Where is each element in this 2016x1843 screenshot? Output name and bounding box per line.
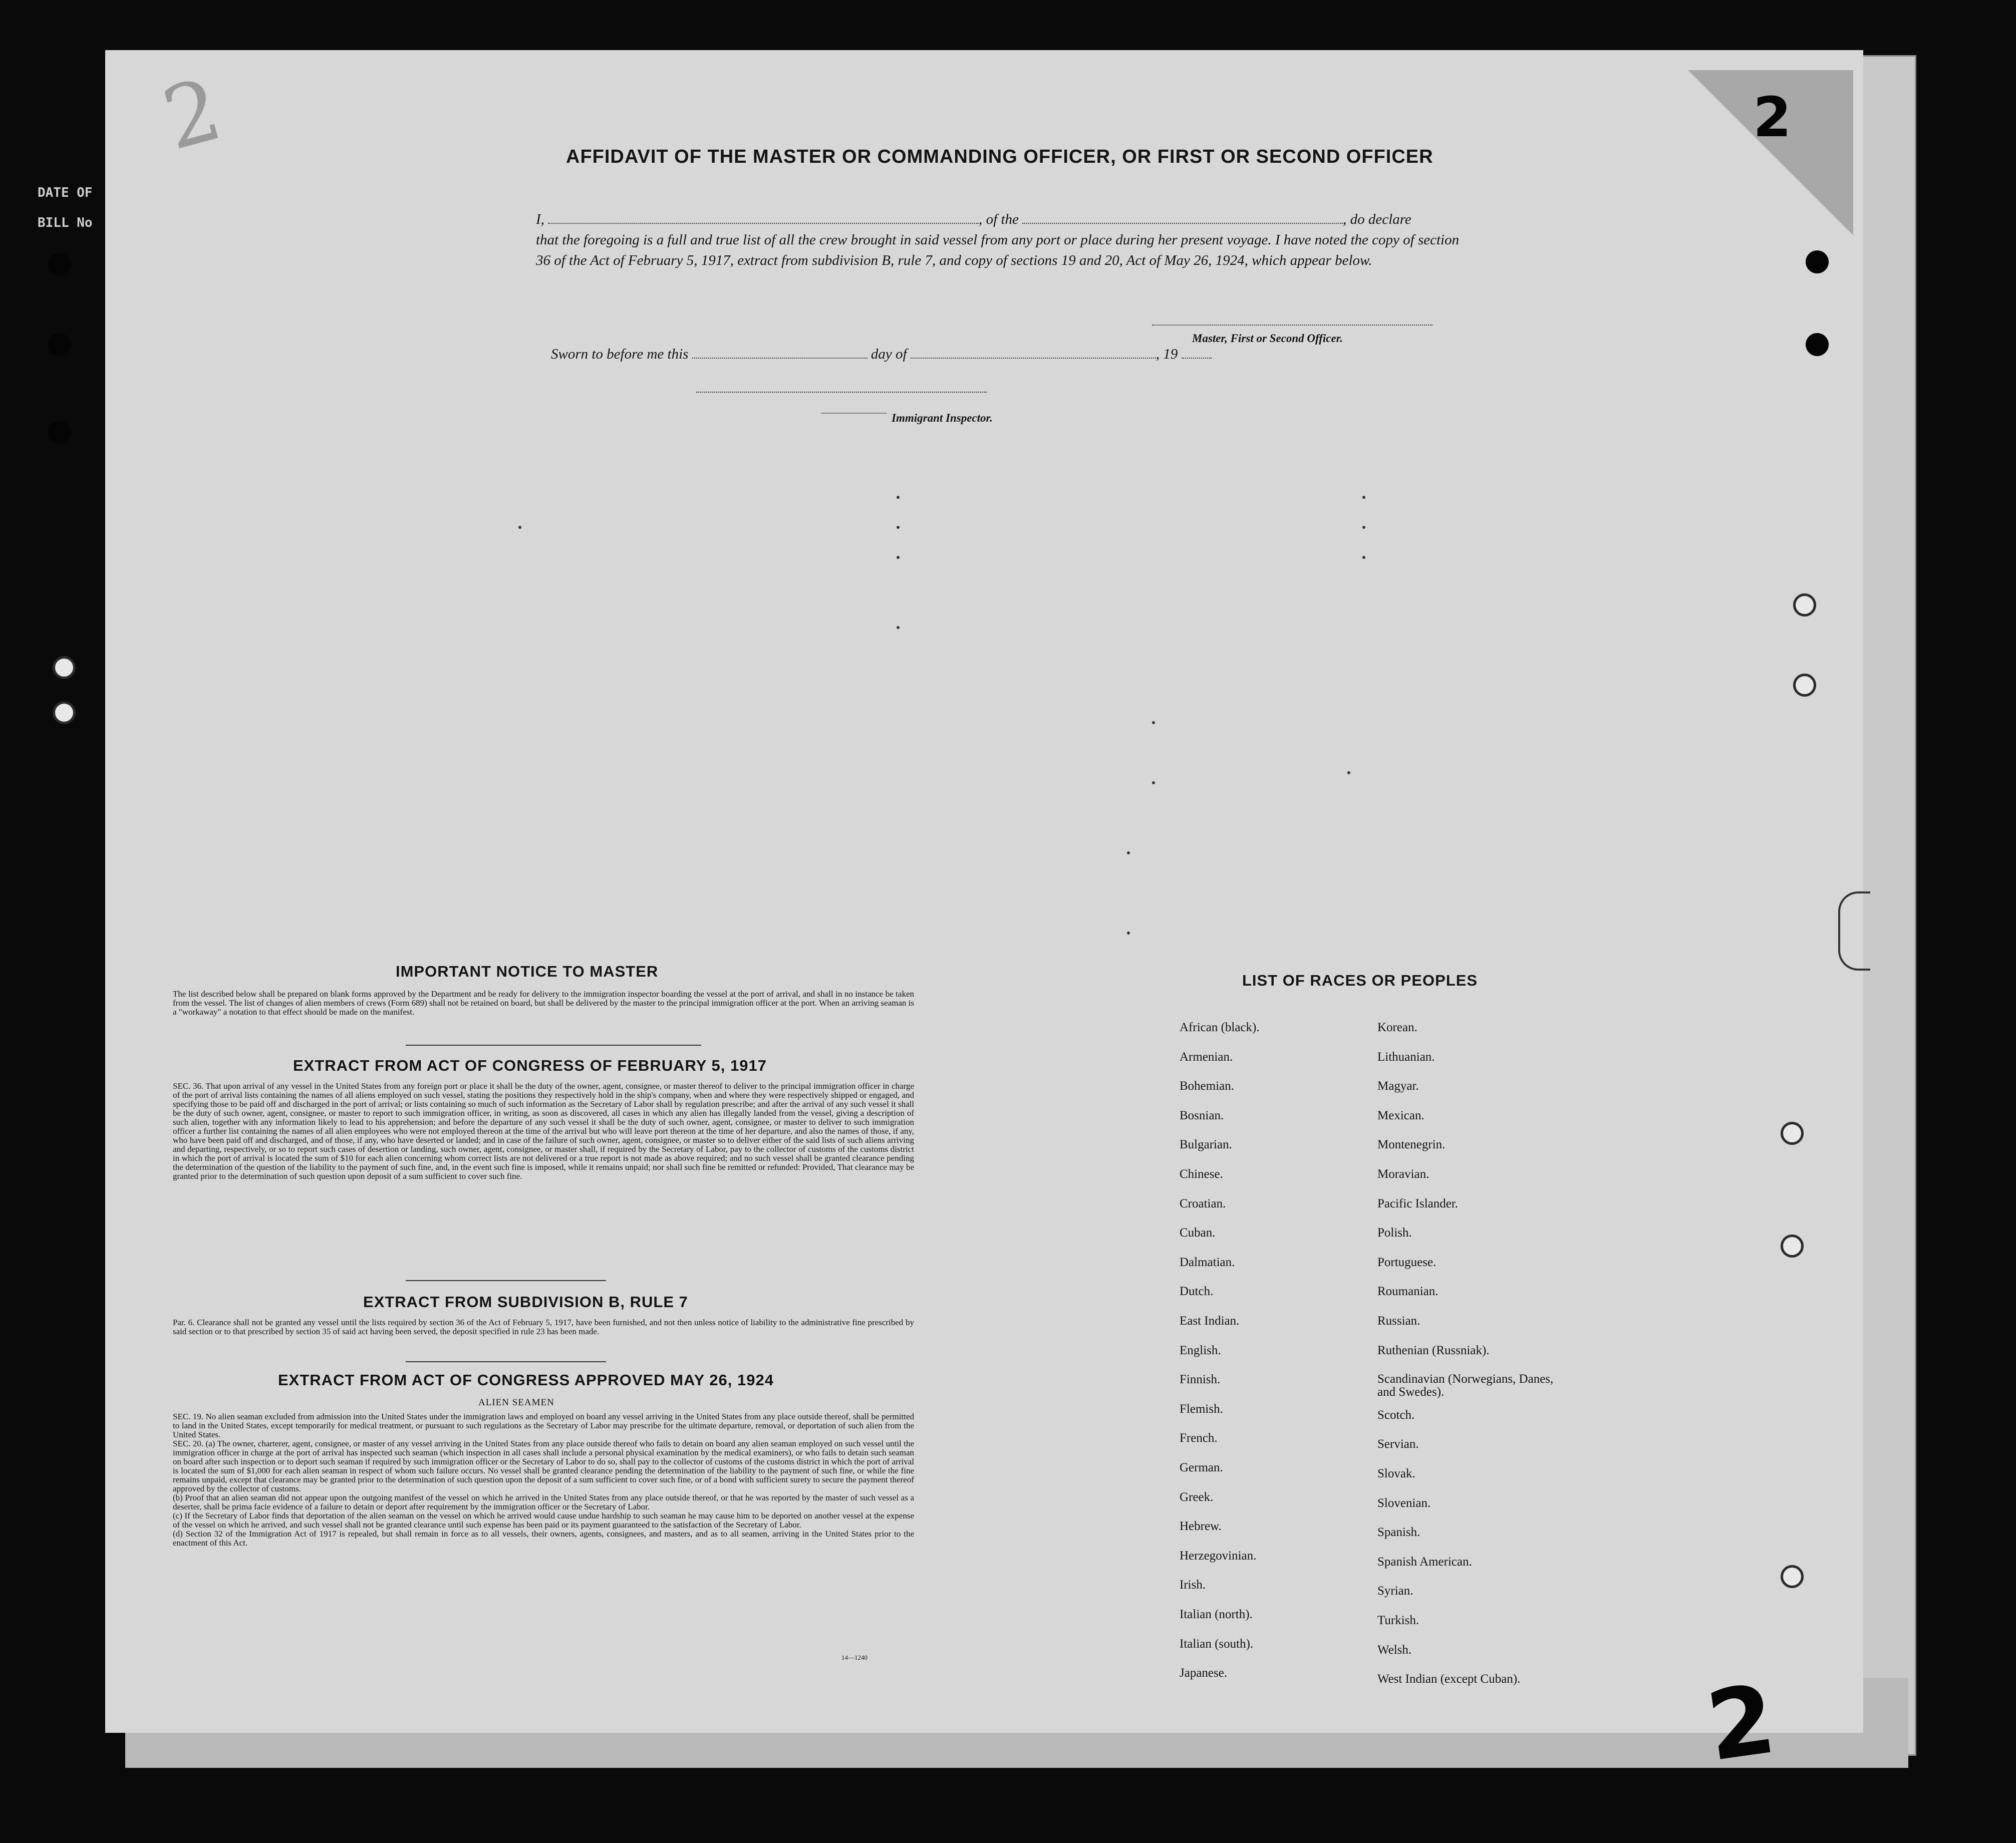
punch-hole <box>48 333 71 356</box>
race-item: Roumanian. <box>1377 1285 1438 1299</box>
bleed-dot <box>1127 851 1130 854</box>
inspector-signature-line <box>696 392 987 393</box>
name-blank <box>548 211 979 224</box>
punch-hole <box>1793 674 1816 697</box>
bleed-dot <box>897 496 900 499</box>
race-item: Bulgarian. <box>1180 1138 1232 1152</box>
form-number: 14—1240 <box>841 1654 868 1661</box>
sworn-prefix: Sworn to before me this <box>551 346 689 362</box>
bleed-dot <box>518 526 521 529</box>
race-item: Moravian. <box>1377 1167 1429 1181</box>
races-heading: LIST OF RACES OR PEOPLES <box>1242 972 1478 989</box>
rule7-text: Par. 6. Clearance shall not be granted any vessel until the lists required by section 36 of the Act of February 5, 1917, have been furnished, and not then unless notice of liability to the administrative fine prescribed by said section or to that prescribed by section 35 of said act having been served, the deposit specified in rule 23 has been made. <box>173 1318 914 1336</box>
bleed-dot <box>1347 771 1350 774</box>
extract-1924-sections <box>173 1412 914 1548</box>
sec-20b-text: (b) Proof that an alien seaman did not appear upon the outgoing manifest of the vessel on which he arrived in the United States from any place outside thereof, or that he was reported by the master of such vessel as a deserter, shall be prima facie evidence of a failure to detain or deport after requirement by the immigration officer or the Secretary of Labor. <box>173 1493 914 1511</box>
declaration-of-the: , of the <box>979 211 1019 227</box>
vessel-blank <box>1022 211 1343 224</box>
punch-hole <box>1781 1235 1804 1258</box>
sec-20c-text: (c) If the Secretary of Labor finds that deportation of the alien seaman on the vessel on which he arrived would cause undue hardship to such seaman he may cause him to be deported on another vessel at the expense of the vessel on which he arrived, and such vessel shall not be granted clearance until such expense has been paid or its payment guaranteed to the satisfaction of the Secretary of Labor. <box>173 1511 914 1529</box>
race-item: Syrian. <box>1377 1584 1413 1598</box>
race-item: Scandinavian (Norwegians, Danes, and Swedes). <box>1377 1372 1554 1399</box>
race-item: Japanese. <box>1180 1666 1228 1680</box>
bleed-dot <box>1362 496 1365 499</box>
affidavit-title: AFFIDAVIT OF THE MASTER OR COMMANDING OFFICER, OR FIRST OR SECOND OFFICER <box>566 146 1433 167</box>
race-item: Flemish. <box>1180 1402 1223 1416</box>
punch-hole <box>1781 1122 1804 1145</box>
race-item: Italian (south). <box>1180 1637 1254 1651</box>
declaration-body: that the foregoing is a full and true list of all the crew brought in said vessel from any port or place during her present voyage. I have noted the copy of section 36 of the Act of February 5, 1917, extract from subdivision B, rule 7, and copy of sections 19 and 20, Act of May 26, 1924, which appear below. <box>536 232 1460 268</box>
sec-20a-text: SEC. 20. (a) The owner, charterer, agent, consignee, or master of any vessel arriving in the United States from any place outside thereof who fails to detain on board any alien seaman employed on such vessel until the immigration officer in charge at the port of arrival has inspected such seaman (which inspection in all cases shall include a personal physical examination by the medical examiners), or who fails to detain such seaman on board after such inspection or to deport such seaman if required by such immigration officer or the Secretary of Labor to do so, shall pay to the collector of customs of the customs district in which the port of arrival is located the sum of $1,000 for each alien seaman in respect of whom such failure occurs. No vessel shall be granted clearance pending the determination of the liability to the payment of such fine, or while the fine remains unpaid, except that clearance may be granted prior to the determination of such question upon the deposit of a sum sufficient to cover such fine, or of a bond with sufficient surety to secure the payment thereof approved by the collector of customs. <box>173 1439 914 1493</box>
extract-1917-heading: EXTRACT FROM ACT OF CONGRESS OF FEBRUARY 5, 1917 <box>293 1057 767 1074</box>
master-signature-line <box>1152 325 1432 326</box>
race-item: Portuguese. <box>1377 1255 1436 1269</box>
race-item: Korean. <box>1377 1021 1417 1034</box>
bleed-dot <box>1362 526 1365 529</box>
race-item: Dutch. <box>1180 1285 1214 1299</box>
race-item: Scotch. <box>1377 1408 1415 1422</box>
stamp-seal <box>1838 891 1870 971</box>
race-item: German. <box>1180 1461 1223 1474</box>
sworn-year: , 19 <box>1156 346 1178 362</box>
bleed-dot <box>1152 721 1155 724</box>
race-item: Spanish. <box>1377 1525 1420 1540</box>
inspector-caption-lead <box>821 413 887 414</box>
bleed-dot <box>1152 781 1155 784</box>
race-item: Slovak. <box>1377 1467 1415 1480</box>
race-item: Slovenian. <box>1377 1496 1431 1510</box>
section-divider <box>406 1045 701 1046</box>
margin-stamp-bill: BILL No <box>38 215 93 230</box>
race-item: Croatian. <box>1180 1196 1226 1210</box>
race-item: African (black). <box>1180 1021 1260 1034</box>
declaration-do-declare: , do declare <box>1343 211 1411 227</box>
bleed-dot <box>1362 556 1365 559</box>
margin-stamp-date: DATE OF <box>38 185 93 200</box>
section-divider <box>406 1280 606 1281</box>
race-item: Mexican. <box>1377 1108 1424 1122</box>
page-number-top: 2 <box>1753 85 1792 149</box>
bleed-dot <box>897 626 900 629</box>
punch-hole <box>1806 333 1829 356</box>
race-item: Greek. <box>1180 1490 1214 1504</box>
race-item: Finnish. <box>1180 1373 1221 1387</box>
race-item: French. <box>1180 1431 1218 1445</box>
page-number-bottom: 2 <box>1700 1663 1782 1783</box>
race-item: Irish. <box>1180 1578 1206 1592</box>
punch-hole <box>48 253 71 276</box>
punch-hole <box>53 701 76 724</box>
race-item: East Indian. <box>1180 1314 1240 1328</box>
race-item: Bosnian. <box>1180 1108 1224 1122</box>
bleed-dot <box>897 526 900 529</box>
punch-hole <box>1781 1565 1804 1588</box>
sworn-day-of: day of <box>871 346 907 362</box>
sworn-month-blank <box>911 346 1156 359</box>
race-item: Russian. <box>1377 1314 1420 1328</box>
race-item: Servian. <box>1377 1437 1419 1451</box>
rule7-heading: EXTRACT FROM SUBDIVISION B, RULE 7 <box>363 1293 688 1311</box>
race-item: Lithuanian. <box>1377 1050 1435 1064</box>
race-item: Cuban. <box>1180 1226 1216 1240</box>
punch-hole <box>53 656 76 679</box>
punch-hole <box>48 421 71 444</box>
inspector-caption: Immigrant Inspector. <box>892 412 993 424</box>
punch-hole <box>1793 593 1816 617</box>
race-item: Magyar. <box>1377 1079 1419 1093</box>
race-item: Bohemian. <box>1180 1079 1235 1093</box>
sworn-year-blank <box>1182 346 1212 359</box>
sworn-line <box>551 346 1212 363</box>
race-item: Hebrew. <box>1180 1519 1222 1533</box>
race-item: Ruthenian (Russniak). <box>1377 1343 1490 1357</box>
extract-1924-heading: EXTRACT FROM ACT OF CONGRESS APPROVED MAY 26, 1924 <box>278 1371 774 1389</box>
sworn-day-blank <box>692 346 868 359</box>
bleed-dot <box>1127 932 1130 935</box>
race-item: Spanish American. <box>1377 1555 1472 1569</box>
race-item: Armenian. <box>1180 1050 1233 1064</box>
race-item: Pacific Islander. <box>1377 1196 1459 1210</box>
sec-19-text: SEC. 19. No alien seaman excluded from admission into the United States under the immigration laws and employed on board any vessel arriving in the United States from any place outside thereof, shall be permitted to land in the United States, except temporarily for medical treatment, or pursuant to such regulations as the Secretary of Labor may prescribe for the ultimate departure, removal, or deportation of such alien from the United States. <box>173 1412 914 1439</box>
handwritten-mark: 2 <box>153 60 231 170</box>
race-item: Dalmatian. <box>1180 1255 1235 1269</box>
notice-text: The list described below shall be prepared on blank forms approved by the Department and be ready for delivery to the immigration inspector boarding the vessel at the port of arrival, and shall in no instance be taken from the vessel. The list of changes of alien members of crews (Form 689) shall not be retained on board, but shall be delivered by the master to the principal immigration officer at the port. When an arriving seaman is a "workaway" a notation to that effect should be made on the manifest. <box>173 989 914 1017</box>
declaration-i: I, <box>536 211 544 227</box>
race-item: Polish. <box>1377 1226 1412 1240</box>
punch-hole <box>1806 250 1829 273</box>
extract-1917-text: SEC. 36. That upon arrival of any vessel in the United States from any foreign port or place it shall be the duty of the owner, agent, consignee, or master thereof to deliver to the principal immigration officer in charge of the port of arrival lists containing the names of all aliens employed on such vessel, stating the positions they respectively hold in the ship's company, when and where they were respectively shipped or engaged, and specifying those to be paid off and discharged in the port of arrival; or lists containing so much of such information as the Secretary of Labor shall by regulation prescribe; and after the arrival of any such vessel it shall be the duty of such owner, agent, consignee, or master to report to such immigration officer, in writing, as soon as discovered, all cases in which any alien has illegally landed from the vessel, giving a description of such alien, together with any information likely to lead to his apprehension; and before the departure of any such vessel it shall be the duty of such owner, agent, consignee, or master to deliver to such immigration officer a further list containing the names of all alien employees who were not employed thereon at the time of the arrival but who will leave port thereon at the time of her departure, and also the names of those, if any, who have been paid off and discharged, and of those, if any, who have deserted or landed; and in case of the failure of such owner, agent, consignee, or master so to deliver either of the said lists of such aliens arriving and departing, respectively, or so to report such cases of desertion or landing, such owner, agent, consignee, or master shall, if required by the Secretary of Labor, pay to the collector of customs of the customs district in which the port of arrival is located the sum of $10 for each alien concerning whom correct lists are not delivered or a true report is not made as above required; and no such vessel shall be granted clearance pending the determination of the question of the liability to the payment of such fine, and, in the event such fine is imposed, while it remains unpaid; nor shall such fine be remitted or refunded: Provided, That clearance may be granted prior to the determination of such question upon deposit of a sum sufficient to cover such fine. <box>173 1081 914 1181</box>
notice-heading: IMPORTANT NOTICE TO MASTER <box>396 963 659 980</box>
race-item: Turkish. <box>1377 1614 1419 1627</box>
race-item: Welsh. <box>1377 1643 1412 1657</box>
declaration-paragraph <box>536 209 1473 271</box>
sec-20d-text: (d) Section 32 of the Immigration Act of 1917 is repealed, but shall remain in force as to all vessels, their owners, agents, consignees, and masters, and as to all seamen, arriving in the United States prior to the enactment of this Act. <box>173 1529 914 1548</box>
race-item: Chinese. <box>1180 1167 1223 1181</box>
race-item: English. <box>1180 1343 1221 1357</box>
master-caption: Master, First or Second Officer. <box>1192 332 1343 345</box>
race-item: Herzegovinian. <box>1180 1549 1257 1563</box>
race-item: Montenegrin. <box>1377 1138 1446 1152</box>
race-item: West Indian (except Cuban). <box>1377 1672 1521 1686</box>
race-item: Italian (north). <box>1180 1608 1253 1621</box>
section-divider <box>406 1361 606 1362</box>
bleed-dot <box>897 556 900 559</box>
extract-1924-subheading: ALIEN SEAMEN <box>478 1397 554 1408</box>
